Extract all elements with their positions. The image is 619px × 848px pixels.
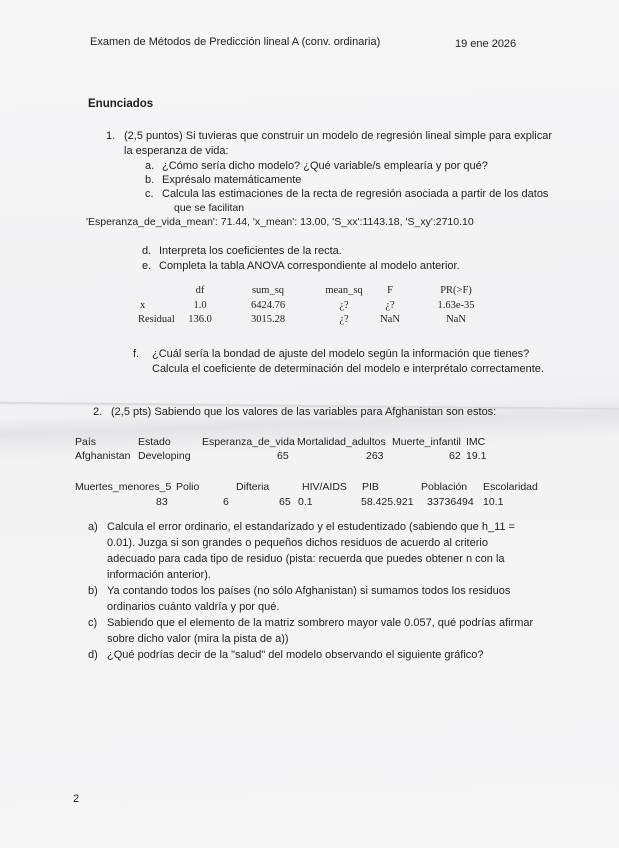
t2-header-muertes: Muertes_menores_5 xyxy=(75,481,172,493)
q1-b-label: b. xyxy=(145,174,155,186)
t1-value-estado: Developing xyxy=(138,450,191,462)
t1-header-mortalidad: Mortalidad_adultos xyxy=(297,436,386,448)
q1-d-text: Interpreta los coeficientes de la recta. xyxy=(159,245,342,257)
t1-header-pais: País xyxy=(75,436,97,448)
t1-value-imc: 19.1 xyxy=(466,450,487,462)
q1-number: 1. xyxy=(106,130,116,142)
q1-e-label: e. xyxy=(142,260,152,272)
q1-data-line: 'Esperanza_de_vida_mean': 71.44, 'x_mean': 13.00, 'S_xx':1143.18, 'S_xy':2710.10 xyxy=(86,216,474,228)
t2-value-escolaridad: 10.1 xyxy=(483,496,504,508)
q2-b-line: Ya contando todos los países (no sólo Afghanistan) si sumamos todos los residuos xyxy=(107,585,511,597)
q1-b-text: Exprésalo matemáticamente xyxy=(162,174,302,186)
t2-value-difteria: 65 xyxy=(279,496,291,508)
t1-header-estado: Estado xyxy=(138,436,171,448)
exam-title: Examen de Métodos de Predicción lineal A (conv. ordinaria) xyxy=(90,36,381,48)
q2-a-line: Calcula el error ordinario, el estandarizado y el estudentizado (sabiendo que h_11 = xyxy=(107,521,515,533)
t2-header-escolaridad: Escolaridad xyxy=(483,481,538,493)
anova-cell-df: 1.0 xyxy=(193,300,207,311)
q1-a-text: ¿Cómo sería dicho modelo? ¿Qué variable/s emplearía y por qué? xyxy=(162,160,488,172)
t1-value-mortalidad: 263 xyxy=(366,450,384,462)
anova-row-name: Residual xyxy=(138,314,175,325)
t2-header-poblacion: Población xyxy=(421,481,468,493)
q2-c-label: c) xyxy=(88,617,98,629)
t2-value-poblacion: 33736494 xyxy=(427,496,474,508)
q2-d-label: d) xyxy=(88,649,98,661)
t1-value-esperanza: 65 xyxy=(277,450,289,462)
t1-header-imc: IMC xyxy=(466,436,486,448)
page-number: 2 xyxy=(73,793,80,805)
q1-f-label: f. xyxy=(133,348,140,360)
q2-d-text: ¿Qué podrías decir de la "salud" del modelo observando el siguiente gráfico? xyxy=(107,649,484,661)
q1-c-label: c. xyxy=(145,188,154,200)
t2-value-pib: 58.425.921 xyxy=(361,496,414,508)
q2-intro: (2,5 pts) Sabiendo que los valores de las variables para Afghanistan son estos: xyxy=(111,406,497,418)
t2-value-polio: 6 xyxy=(223,496,229,508)
t1-value-muerte-infantil: 62 xyxy=(449,450,461,462)
q1-a-label: a. xyxy=(145,160,155,172)
q2-a-line: 0.01). Juzga si son grandes o pequeños dichos residuos de acuerdo al criterio xyxy=(107,537,488,549)
anova-header-pr: PR(>F) xyxy=(440,285,472,296)
section-title: Enunciados xyxy=(88,98,154,110)
anova-header-f: F xyxy=(387,285,393,296)
t2-header-pib: PIB xyxy=(362,481,379,493)
q2-a-label: a) xyxy=(88,521,98,533)
q2-a-line: adecuado para cada tipo de residuo (pista: recuerda que puedes obtener n con la xyxy=(107,553,505,565)
t2-header-hiv: HIV/AIDS xyxy=(302,481,347,493)
q1-c-text-line2: que se facilitan xyxy=(174,202,245,214)
anova-header-mean-sq: mean_sq xyxy=(325,285,363,296)
q1-intro-line2: la esperanza de vida: xyxy=(124,145,229,157)
anova-cell-f: ¿? xyxy=(385,300,395,311)
anova-cell-df: 136.0 xyxy=(188,314,212,325)
q1-e-text: Completa la tabla ANOVA correspondiente al modelo anterior. xyxy=(159,260,460,272)
t1-header-muerte-infantil: Muerte_infantil xyxy=(392,436,461,448)
q2-c-line: Sabiendo que el elemento de la matriz sombrero mayor vale 0.057, qué podrías afirmar xyxy=(107,617,534,629)
t2-value-hiv: 0.1 xyxy=(298,496,313,508)
t2-header-polio: Polio xyxy=(176,481,200,493)
anova-cell-sum-sq: 6424.76 xyxy=(250,300,286,311)
q2-b-label: b) xyxy=(88,585,98,597)
anova-cell-sum-sq: 3015.28 xyxy=(250,314,286,325)
q2-a-line: información anterior). xyxy=(107,569,211,581)
t1-value-pais: Afghanistan xyxy=(75,450,131,462)
q1-f-line2: Calcula el coeficiente de determinación del modelo e interprétalo correctamente. xyxy=(152,363,544,375)
anova-cell-mean-sq: ¿? xyxy=(339,314,349,325)
q1-f-line1: ¿Cuál sería la bondad de ajuste del modelo según la información que tienes? xyxy=(152,348,530,360)
anova-cell-mean-sq: ¿? xyxy=(339,300,349,311)
anova-header-sum-sq: sum_sq xyxy=(251,285,285,296)
q2-c-line: sobre dicho valor (mira la pista de a)) xyxy=(107,633,289,645)
anova-cell-pr: NaN xyxy=(446,314,466,325)
anova-header-df: df xyxy=(195,285,205,296)
t2-value-muertes: 83 xyxy=(156,496,168,508)
t1-header-esperanza: Esperanza_de_vida xyxy=(202,436,295,448)
q1-d-label: d. xyxy=(142,245,152,257)
anova-row-name: x xyxy=(140,300,146,311)
q1-c-text-line1: Calcula las estimaciones de la recta de regresión asociada a partir de los datos xyxy=(162,188,549,200)
anova-cell-pr: 1.63e-35 xyxy=(437,300,475,311)
exam-date: 19 ene 2026 xyxy=(455,38,517,50)
q1-intro-line1: (2,5 puntos) Si tuvieras que construir un modelo de regresión lineal simple para explicar xyxy=(124,130,553,142)
t2-header-difteria: Difteria xyxy=(236,481,270,493)
q2-b-line: ordinarios cuánto valdría y por qué. xyxy=(107,601,280,613)
q2-number: 2. xyxy=(93,406,103,418)
anova-cell-f: NaN xyxy=(380,314,400,325)
